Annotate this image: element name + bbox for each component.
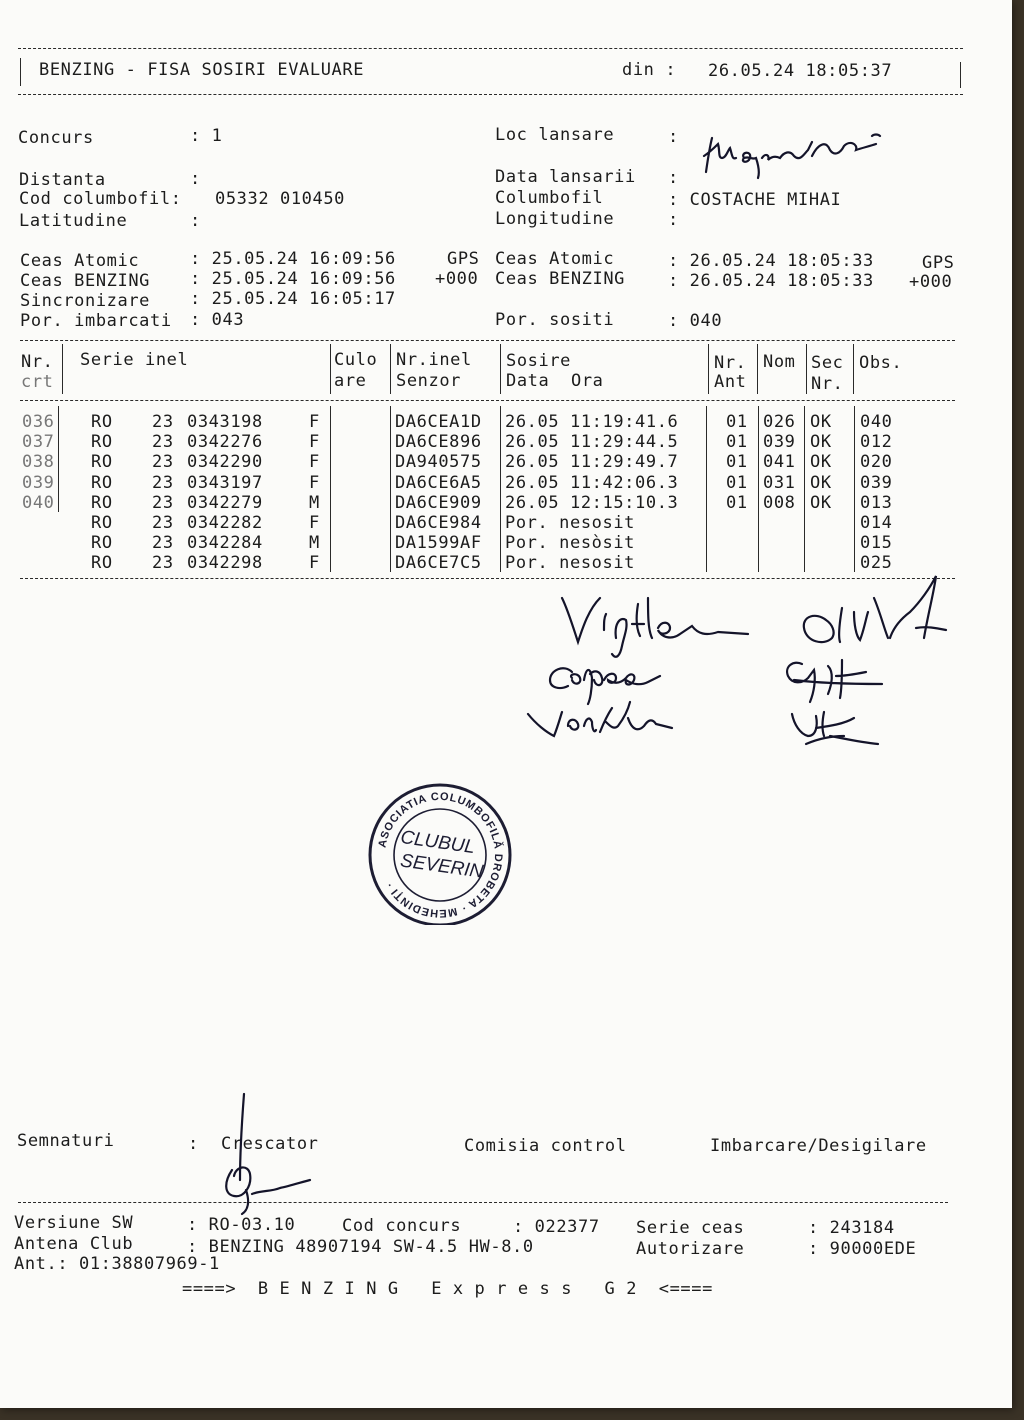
cell-sosire: 26.05 11:29:49.7 (505, 452, 679, 473)
cell-an: 23 (152, 492, 174, 513)
header-nr-ant-2: Ant (714, 372, 747, 392)
semnaturi-label: Semnaturi (17, 1131, 115, 1151)
cell-sex: M (309, 533, 320, 554)
distanta-label: Distanta (19, 170, 106, 190)
col-divider (706, 406, 707, 572)
cell-obs: 020 (860, 452, 893, 473)
cell-obs: 013 (860, 492, 893, 513)
cell-sex: F (309, 513, 320, 533)
cell-serie: 0342279 (187, 492, 263, 513)
col-divider (757, 344, 758, 394)
clock-left-value-3: : 25.05.24 16:05:17 (190, 289, 396, 309)
clock-right-label-1: Ceas Atomic (495, 249, 615, 269)
antena-club-label: Antena Club (14, 1234, 134, 1254)
crescator-signature (210, 1090, 320, 1220)
col-divider (853, 344, 854, 394)
cell-sex: M (309, 492, 320, 513)
issue-date-value: 26.05.24 18:05:37 (708, 61, 893, 81)
cell-nr: 039 (22, 472, 55, 493)
col-divider (804, 406, 805, 572)
table-top-rule (20, 340, 955, 341)
col-divider (758, 406, 759, 572)
cell-serie: 0342276 (187, 432, 263, 453)
col-divider (708, 344, 709, 394)
cell-serie: 0342290 (187, 452, 263, 473)
col-divider (500, 344, 501, 394)
svg-text:ASOCIATIA COLUMBOFILĂ DROBETA: ASOCIATIA COLUMBOFILĂ DROBETA · MEHEDINȚI · (376, 790, 505, 920)
cell-serie: 0342284 (187, 533, 263, 554)
clock-right-label-3: Por. sositi (495, 310, 615, 330)
cell-senzor: DA6CEA1D (395, 412, 482, 432)
cell-sex: F (309, 432, 320, 453)
clock-right-suffix-1: GPS (922, 253, 955, 273)
cell-obs: 015 (860, 533, 893, 554)
longitudine-value: : (668, 210, 679, 230)
cell-senzor: DA6CE7C5 (395, 553, 482, 574)
latitudine-label: Latitudine (19, 211, 128, 231)
header-sec-2: Nr. (811, 374, 844, 394)
clock-left-suffix-1: GPS (447, 249, 480, 269)
cell-tara: RO (91, 533, 113, 554)
header-obs: Obs. (859, 353, 903, 373)
versiune-sw-value: : RO-03.10 (187, 1215, 296, 1235)
cell-ant: 01 (726, 472, 748, 493)
col-divider (62, 344, 63, 394)
comisia-control-label: Comisia control (464, 1136, 627, 1156)
cell-tara: RO (91, 492, 113, 513)
cell-sex: F (309, 412, 320, 432)
header-top-rule (18, 48, 963, 49)
cell-sec: OK (810, 472, 832, 493)
cell-ant: 01 (726, 492, 748, 513)
cell-sosire: 26.05 11:29:44.5 (505, 432, 679, 453)
cell-an: 23 (152, 412, 174, 432)
clock-right-value-3: : 040 (668, 311, 723, 331)
cod-columbofil-value: 05332 010450 (215, 189, 346, 209)
clock-left-suffix-2: +000 (435, 269, 479, 289)
serie-ceas-value: : 243184 (808, 1218, 895, 1238)
cell-tara: RO (91, 452, 113, 473)
cell-serie: 0343197 (187, 472, 263, 493)
cell-an: 23 (152, 432, 174, 453)
col-divider (330, 406, 331, 572)
cell-sec: OK (810, 452, 832, 473)
cell-sosire: Por. nesosit (505, 513, 636, 533)
cell-senzor: DA6CE909 (395, 492, 482, 513)
cell-nr: 040 (22, 492, 55, 513)
cod-columbofil-label: Cod columbofil: (19, 189, 182, 209)
cell-ant: 01 (726, 432, 748, 453)
cell-obs: 040 (860, 412, 893, 432)
table-header-rule (20, 400, 955, 401)
benzing-express-banner: ====> B E N Z I N G E x p r e s s G 2 <==== (182, 1279, 713, 1299)
cell-nr: 037 (22, 432, 55, 453)
svg-text:SEVERIN: SEVERIN (398, 850, 485, 883)
clock-left-value-2: : 25.05.24 16:09:56 (190, 269, 396, 289)
header-nr-ant-1: Nr. (714, 353, 747, 373)
cell-senzor: DA1599AF (395, 533, 482, 554)
imbarcare-desigilare-label: Imbarcare/Desigilare (710, 1136, 927, 1156)
loc-lansare-label: Loc lansare (495, 125, 615, 145)
serie-ceas-label: Serie ceas (636, 1218, 745, 1238)
header-nom: Nom (763, 352, 796, 372)
concurs-label: Concurs (18, 128, 94, 148)
data-lansarii-label: Data lansarii (495, 167, 636, 187)
antenna-id-line: Ant.: 01:38807969-1 (14, 1254, 220, 1274)
header-sosire-1: Sosire (506, 351, 572, 371)
header-right-bar (960, 62, 961, 88)
cell-sex: F (309, 472, 320, 493)
col-divider (330, 344, 331, 394)
clock-left-value-4: : 043 (190, 310, 245, 330)
clock-right-value-1: : 26.05.24 18:05:33 (668, 251, 874, 271)
clock-right-value-2: : 26.05.24 18:05:33 (668, 271, 874, 291)
cell-nr: 038 (22, 452, 55, 473)
club-stamp (365, 780, 515, 925)
cell-an: 23 (152, 533, 174, 554)
cell-sec: OK (810, 432, 832, 453)
header-sec-1: Sec (811, 353, 844, 373)
cell-nom: 031 (763, 472, 796, 493)
cell-obs: 025 (860, 553, 893, 574)
cell-nom: 008 (763, 492, 796, 513)
cell-an: 23 (152, 513, 174, 533)
cell-sosire: 26.05 11:19:41.6 (505, 412, 679, 432)
cell-tara: RO (91, 553, 113, 574)
clock-left-label-2: Ceas BENZING (20, 271, 151, 291)
cell-sosire: 26.05 12:15:10.3 (505, 492, 679, 513)
header-bottom-rule (18, 94, 963, 95)
cell-an: 23 (152, 553, 174, 574)
header-nr-crt-1: Nr. (21, 352, 54, 372)
cell-an: 23 (152, 452, 174, 473)
longitudine-label: Longitudine (495, 209, 615, 229)
cell-sex: F (309, 553, 320, 574)
cell-sosire: Por. nesòsit (505, 533, 636, 554)
cod-concurs-label: Cod concurs (342, 1216, 462, 1236)
cell-senzor: DA6CE6A5 (395, 472, 482, 493)
autorizare-label: Autorizare (636, 1239, 745, 1259)
header-serie-inel: Serie inel (80, 350, 189, 370)
cell-nr: 036 (22, 412, 55, 432)
col-divider (500, 406, 501, 572)
cell-tara: RO (91, 412, 113, 432)
distanta-value: : (190, 169, 201, 189)
handwritten-release-place (700, 128, 905, 180)
cell-nom: 039 (763, 432, 796, 453)
col-divider (854, 406, 855, 572)
cell-serie: 0343198 (187, 412, 263, 432)
svg-text:CLUBUL: CLUBUL (399, 826, 477, 859)
handwritten-names (520, 590, 760, 750)
autorizare-value: : 90000EDE (808, 1239, 917, 1259)
cell-tara: RO (91, 432, 113, 453)
data-lansarii-value: : (668, 168, 679, 188)
cell-senzor: DA940575 (395, 452, 482, 473)
loc-lansare-value: : (668, 127, 679, 147)
cell-an: 23 (152, 472, 174, 493)
latitudine-value: : (190, 211, 201, 231)
cell-obs: 039 (860, 472, 893, 493)
cell-ant: 01 (726, 412, 748, 432)
cell-obs: 014 (860, 513, 893, 533)
cell-sex: F (309, 452, 320, 473)
clock-left-value-1: : 25.05.24 16:09:56 (190, 249, 396, 269)
semnaturi-colon: : (188, 1134, 199, 1154)
document-title: BENZING - FISA SOSIRI EVALUARE (39, 60, 365, 80)
col-divider (390, 406, 391, 572)
clock-left-label-1: Ceas Atomic (20, 251, 140, 271)
cell-tara: RO (91, 472, 113, 493)
clock-right-suffix-2: +000 (909, 272, 953, 292)
cell-ant: 01 (726, 452, 748, 473)
header-nr-crt-2: crt (21, 372, 54, 392)
header-nr-inel-1: Nr.inel (396, 350, 472, 370)
footer-rule (18, 1202, 948, 1203)
cell-sosire: Por. nesosit (505, 553, 636, 574)
cod-concurs-value: : 022377 (513, 1217, 600, 1237)
header-culoare-1: Culo (334, 350, 378, 370)
col-divider (806, 344, 807, 394)
antena-club-value: : BENZING 48907194 SW-4.5 HW-8.0 (187, 1237, 534, 1257)
cell-nom: 026 (763, 412, 796, 432)
cell-serie: 0342282 (187, 513, 263, 533)
cell-sosire: 26.05 11:42:06.3 (505, 472, 679, 493)
clock-left-label-4: Por. imbarcati (20, 311, 172, 331)
col-divider (390, 344, 391, 394)
columbofil-label: Columbofil (495, 188, 604, 208)
handwritten-signatures (770, 568, 960, 754)
header-culoare-2: are (334, 371, 367, 391)
cell-serie: 0342298 (187, 553, 263, 574)
clock-left-label-3: Sincronizare (20, 291, 151, 311)
cell-senzor: DA6CE984 (395, 513, 482, 533)
clock-right-label-2: Ceas BENZING (495, 269, 626, 289)
concurs-value: : 1 (190, 126, 223, 146)
cell-tara: RO (91, 513, 113, 533)
issue-date-label: din : (622, 60, 677, 80)
versiune-sw-label: Versiune SW (14, 1213, 134, 1233)
cell-sec: OK (810, 412, 832, 432)
cell-sec: OK (810, 492, 832, 513)
cell-nom: 041 (763, 452, 796, 473)
col-divider (58, 406, 59, 512)
crescator-label: Crescator (221, 1134, 319, 1154)
stamp-seal-graphic (365, 780, 515, 925)
columbofil-value: : COSTACHE MIHAI (668, 190, 842, 210)
header-nr-inel-2: Senzor (396, 371, 462, 391)
header-left-bar (20, 58, 21, 86)
header-sosire-2: Data Ora (506, 371, 604, 391)
cell-obs: 012 (860, 432, 893, 453)
cell-senzor: DA6CE896 (395, 432, 482, 453)
